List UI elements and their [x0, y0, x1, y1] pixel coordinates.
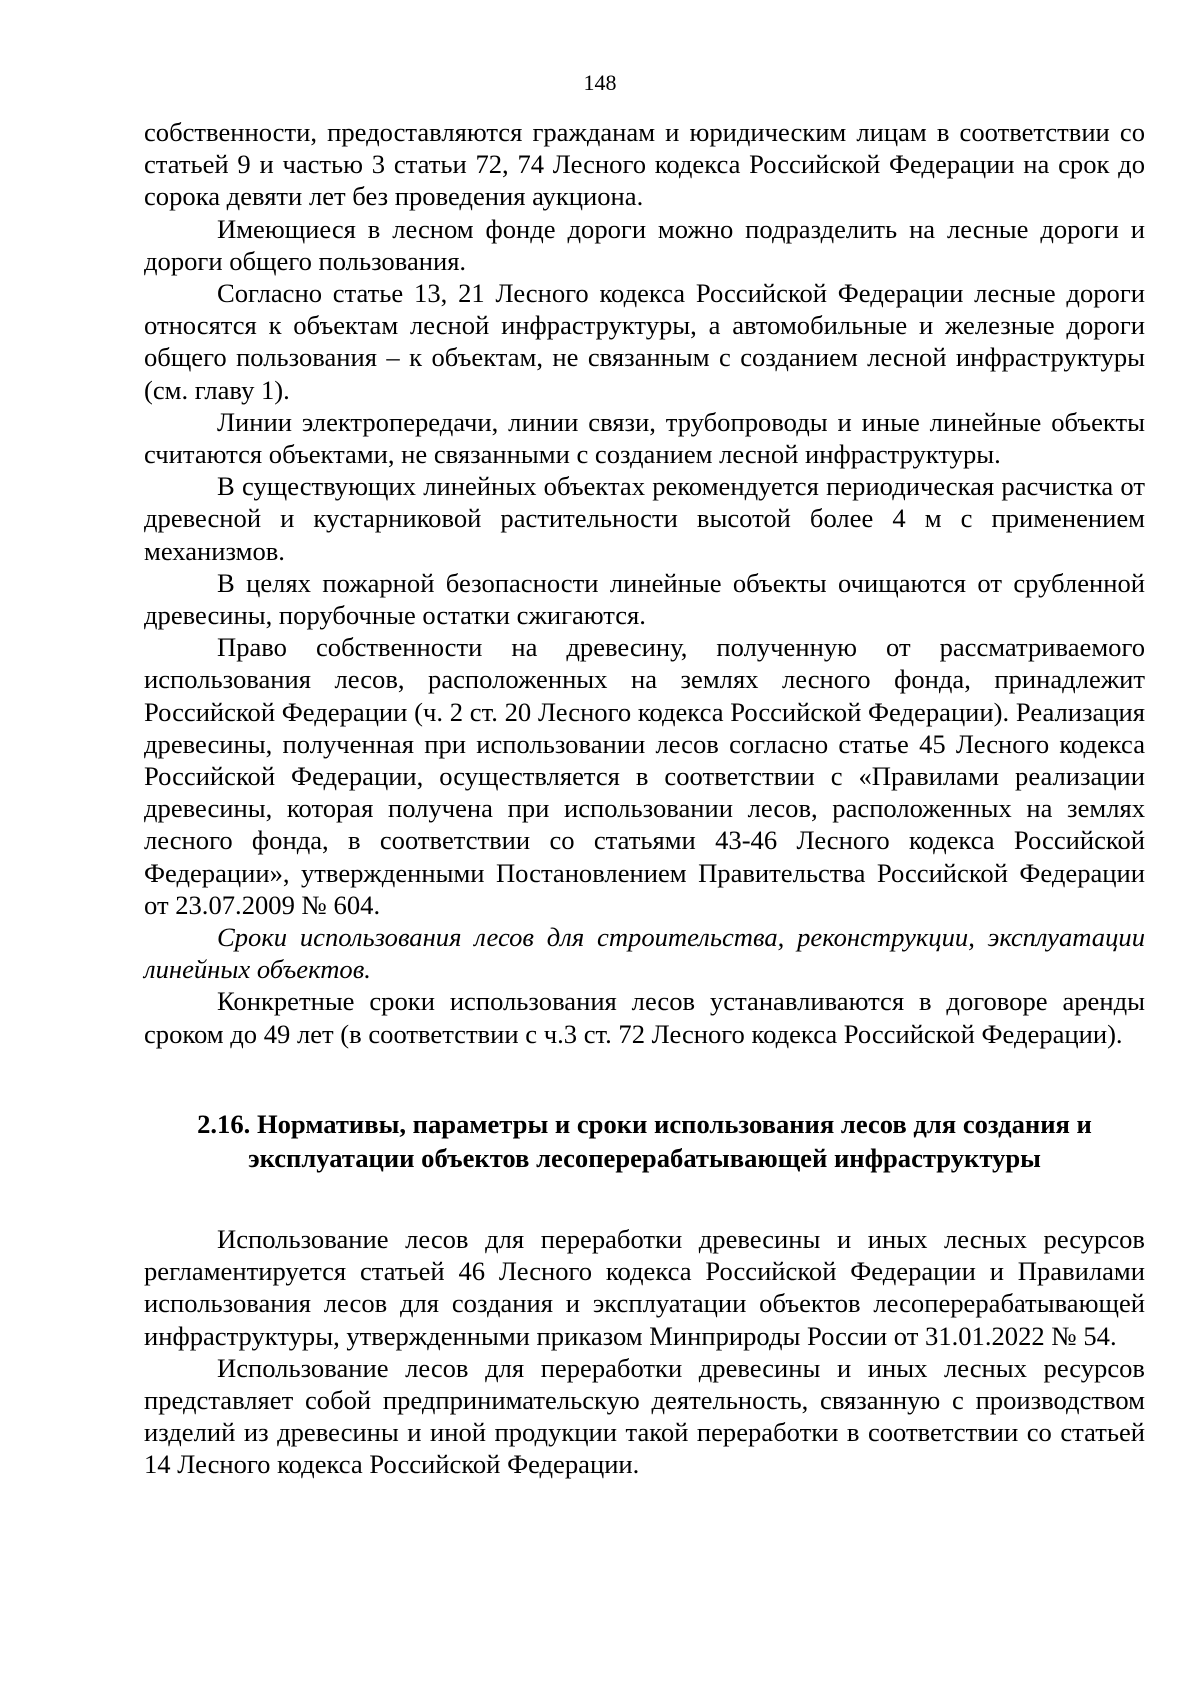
paragraph: Использование лесов для переработки древесины и иных лесных ресурсов регламентируется статьей 46 Лесного кодекса Российской Федерации и Правилами использования лесов для создания и эксплуатации объектов лесоперерабатывающей инфраструктуры, утвержденными приказом Минприроды России от 31.01.2022 № 54.: [144, 1223, 1145, 1351]
paragraph: В целях пожарной безопасности линейные объекты очищаются от срубленной древесины, порубочные остатки сжигаются.: [144, 567, 1145, 631]
document-body: [144, 116, 1145, 1481]
paragraphs-before: [144, 116, 1145, 1050]
spacer: [144, 1050, 1145, 1107]
paragraph: Право собственности на древесину, полученную от рассматриваемого использования лесов, расположенных на землях лесного фонда, принадлежит Российской Федерации (ч. 2 ст. 20 Лесного кодекса Российской Федерации). Реализация древесины, полученная при использовании лесов согласно статье 45 Лесного кодекса Российской Федерации, осуществляется в соответствии с «Правилами реализации древесины, которая получена при использовании лесов, расположенных на землях лесного фонда, в соответствии со статьями 43-46 Лесного кодекса Российской Федерации», утвержденными Постановлением Правительства Российской Федерации от 23.07.2009 № 604.: [144, 632, 1145, 920]
section-heading: [144, 1107, 1145, 1175]
paragraphs-after: [144, 1223, 1145, 1481]
paragraph: Имеющиеся в лесном фонде дороги можно подразделить на лесные дороги и дороги общего пользования.: [144, 213, 1145, 276]
page-number: 148: [583, 70, 617, 95]
paragraph: В существующих линейных объектах рекомендуется периодическая расчистка от древесной и кустарниковой растительности высотой более 4 м с применением механизмов.: [144, 471, 1145, 566]
section-heading-line: 2.16. Нормативы, параметры и сроки использования лесов для создания и: [197, 1108, 1092, 1139]
italic-subheading: Сроки использования лесов для строительства, реконструкции, эксплуатации линейных объектов.: [144, 922, 1145, 985]
paragraph: собственности, предоставляются гражданам и юридическим лицам в соответствии со статьей 9 и частью 3 статьи 72, 74 Лесного кодекса Российской Федерации на срок до сорока девяти лет без проведения аукциона.: [144, 117, 1145, 212]
paragraph: Линии электропередачи, линии связи, трубопроводы и иные линейные объекты считаются объектами, не связанными с созданием лесной инфраструктуры.: [144, 406, 1145, 470]
section-heading-line: эксплуатации объектов лесоперерабатывающей инфраструктуры: [248, 1142, 1041, 1173]
paragraph: Согласно статье 13, 21 Лесного кодекса Российской Федерации лесные дороги относятся к объектам лесной инфраструктуры, а автомобильные и железные дороги общего пользования – к объектам, не связанным с созданием лесной инфраструктуры (см. главу 1).: [144, 278, 1145, 405]
spacer: [144, 1175, 1145, 1223]
paragraph: Использование лесов для переработки древесины и иных лесных ресурсов представляет собой предпринимательскую деятельность, связанную с производством изделий из древесины и иной продукции такой переработки в соответствии со статьей 14 Лесного кодекса Российской Федерации.: [144, 1352, 1145, 1480]
paragraph: Конкретные сроки использования лесов устанавливаются в договоре аренды сроком до 49 лет (в соответствии с ч.3 ст. 72 Лесного кодекса Российской Федерации).: [144, 986, 1145, 1049]
